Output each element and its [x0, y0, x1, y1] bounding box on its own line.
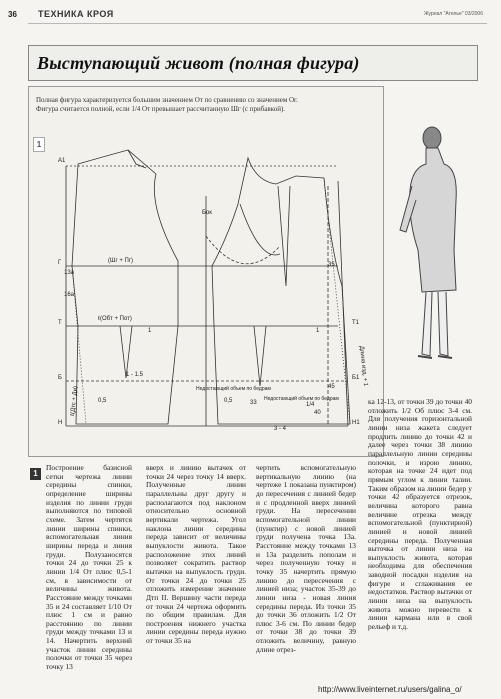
label-16a: 16а: [64, 292, 75, 298]
label-pct1: 1: [148, 328, 152, 334]
text-column-1: Построение базисной сетки чертежа линии середины спинки, определение ширины изделия по линии груди выполняются по типовой схеме. Затем чертятся линии ширины спинки, вспомогательная линия ширины переда и линия груди. Полузаносятся точки 24 до точки 25 к линии 1/4 От плюс 0,5-1 см, в зависимости от величины живота. Расстояние между точками 35 и 24 составляет 1/10 От плюс 1 см и равно расстоянию по линии груди между точками 13 и 14. Начертить верхний участок линии середины полочки от точки 35 через точку 13: [46, 463, 132, 672]
back-piece-outline: [72, 150, 178, 424]
step-number-badge: 1: [30, 468, 41, 480]
armhole-guide: [206, 236, 280, 264]
label-o2: 0,5: [224, 398, 233, 404]
label-o1: 0,5: [98, 398, 107, 404]
label-dim2: 3 - 4: [274, 426, 287, 432]
label-t1: Т1: [352, 320, 360, 326]
text-column-3: чертить вспомогательную вертикальную линию (на чертеже 1 показана пунктиром) до пересечения с линией бедер и с продленной вверх линией груди. На пересечении вспомогательной линии (пунктир) с новой линией груди получена точка 13а. Расстояние между точками 13 и 13а разделить пополам и через полученную точку и точку 35 начертить прямую линию до пересечения с линией низа; участок 35-39 до линии низа - новая линия середины переда. Из точки 35 до точки 36 отложить 1/2 От плюс 3-6 см. По линии бедер от точки 38 до точки 39 отложить величину, равную длине отрез-: [256, 463, 356, 654]
woman-figure-illustration: [386, 120, 486, 380]
label-bok: Бок: [202, 210, 212, 216]
label-over: ℓ(Обт + Пот): [98, 316, 132, 322]
label-40: 40: [314, 410, 321, 416]
page-header: [0, 0, 501, 28]
header-divider: [28, 23, 487, 24]
figure-shoe-right: [438, 356, 452, 358]
bust-dart: [278, 186, 290, 286]
text-column-4: ка 12-13, от точки 39 до точки 40 отложить 1/2 Об плюс 3-4 см. Для получения горизонтальной линии низа жакета следует продлить линию до точки 42 и далее через точки 38 линию параллельную линии середины полочки, и изрою линию, которая на точке 24 идет под прямым углом к линии талии. Таким образом на линии бедер у точки 42 образуется отрезок, величина которого равна величине отрезка между вспомогательной (пунктирной) линией и новой линией середины переда. Полученная выточка от линии низа на выпуклость живота, которая необходима для обеспечения заводной посадки изделия на фигуре и сглаживания ее недостатков. Раствор вытачки от линии низа на выпуклость живота можно перевести к линии кармана или в свой рельеф и т.д.: [368, 397, 472, 632]
drawing-intro-text: Полная фигура характеризуется большим значением От по сравнению со значением Ог. Фигура считается полной, если 1/4 От превышает рассчитанную Шг (с прибавкой).: [36, 96, 298, 113]
label-slant: ℓ(Дтс + Ди): [70, 385, 80, 417]
label-g: Г: [58, 260, 62, 266]
figure-dress: [410, 148, 457, 292]
drawing-step-number: 1: [33, 137, 45, 152]
label-slant2: Длина изд. + 1: [358, 345, 369, 387]
label-b1: Б1: [352, 375, 360, 381]
text-column-2: вверх и линию вытачек от точки 24 через точку 14 вверх. Полученные линии параллельны друг другу и располагаются под наклоном относительно основной вертикали чертежа. Угол наклона линии середины переда зависит от величины выпуклости живота. Такое расположение этих линий позволяет сократить раствор вытачки на выпуклость груди. От точки 24 до точки 25 отложить измерение значение Дтп II. Вершину части переда от точки 24 чертежа оформить по общим правилам. Для построения нижнего участка линии середины переда нужно от точки 35 на: [146, 463, 246, 646]
label-13a: 13а: [64, 270, 75, 276]
figure-leg-left: [422, 292, 432, 356]
label-n: Н: [58, 420, 63, 426]
armhole-curve: [240, 204, 280, 255]
label-pct2: 1: [316, 328, 320, 334]
magazine-issue: Журнал "Ателье" 03/2006: [423, 11, 483, 17]
back-waist-dart: [120, 326, 132, 378]
label-n1: Н1: [352, 420, 360, 426]
label-33: 33: [250, 400, 257, 406]
article-title: Выступающий живот (полная фигура): [37, 53, 360, 73]
page-number: 36: [8, 10, 17, 19]
footer-url: http://www.liveinternet.ru/users/galina_o/: [318, 685, 462, 694]
figure-leg-right: [438, 292, 448, 356]
label-shg: (Шг + Пг): [108, 258, 134, 264]
pattern-diagram: [28, 86, 382, 455]
label-dim3: 1 - 1.5: [126, 372, 144, 378]
label-vol2: Недостающий объем по бедрам: [264, 396, 339, 402]
label-a1: А1: [58, 158, 66, 164]
label-45: 45: [328, 384, 335, 390]
article-title-box: [28, 45, 478, 81]
label-35: 35: [328, 262, 335, 268]
section-title: ТЕХНИКА КРОЯ: [38, 9, 114, 19]
label-b: Б: [58, 375, 62, 381]
label-vol1: Недостающий объем по бедрам: [196, 386, 271, 392]
front-waist-dart: [254, 326, 266, 386]
label-t: Т: [58, 320, 62, 326]
figure-head: [423, 127, 441, 149]
label-dim: 1/4: [306, 402, 315, 408]
